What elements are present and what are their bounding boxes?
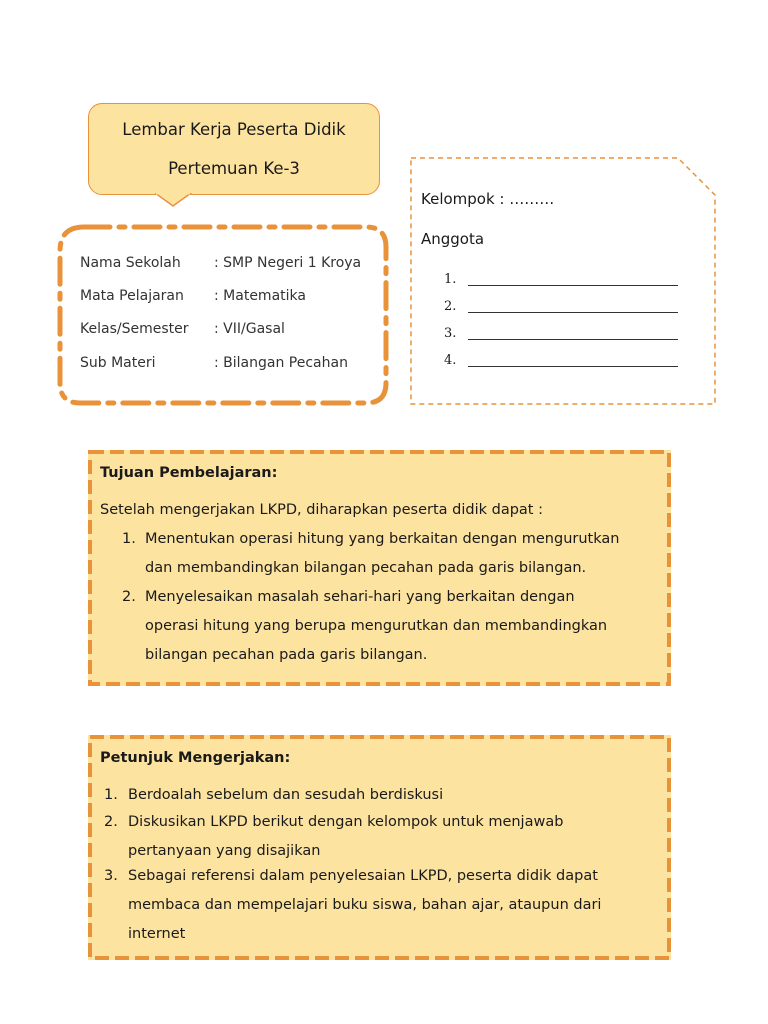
list-number: 1.	[122, 531, 136, 547]
objective-item: Menyelesaikan masalah sehari-hari yang berkaitan dengan operasi hitung yang berupa mengurutkan dan membandingkan bilangan pecahan pada garis bilangan.	[145, 589, 608, 663]
list-number: 2.	[104, 814, 118, 830]
objectives-intro: Setelah mengerjakan LKPD, diharapkan peserta didik dapat :	[100, 502, 543, 518]
learning-objectives-box	[88, 450, 671, 686]
list-number: 3.	[104, 868, 118, 884]
meeting-number: Pertemuan Ke-3	[168, 159, 300, 178]
info-row-school: Nama Sekolah : SMP Negeri 1 Kroya	[80, 255, 362, 271]
school-info-box	[56, 223, 390, 407]
member-line: 3.	[444, 326, 456, 341]
group-label: Kelompok : ………	[421, 190, 555, 208]
member-line: 1.	[444, 272, 456, 287]
bubble-tail	[155, 193, 195, 209]
member-line: 4.	[444, 353, 456, 368]
title-bubble	[88, 103, 380, 195]
member-line: 2.	[444, 299, 456, 314]
instructions-title: Petunjuk Mengerjakan:	[100, 750, 291, 766]
instruction-item: Sebagai referensi dalam penyelesaian LKPD, peserta didik dapat membaca dan mempelajari buku siswa, bahan ajar, ataupun dari internet	[128, 868, 602, 942]
instructions-box	[88, 735, 671, 960]
objectives-title: Tujuan Pembelajaran:	[100, 465, 278, 481]
instruction-item: Diskusikan LKPD berikut dengan kelompok untuk menjawab pertanyaan yang disajikan	[128, 814, 564, 859]
info-row-submaterial: Sub Materi : Bilangan Pecahan	[80, 355, 348, 371]
instruction-item: Berdoalah sebelum dan sesudah berdiskusi	[128, 787, 444, 803]
members-label: Anggota	[421, 230, 485, 248]
objective-item: Menentukan operasi hitung yang berkaitan dengan mengurutkan dan membandingkan bilangan pecahan pada garis bilangan.	[145, 531, 620, 576]
group-box	[410, 157, 716, 405]
dashed-border	[56, 223, 390, 407]
list-number: 2.	[122, 589, 136, 605]
info-row-class: Kelas/Semester : VII/Gasal	[80, 321, 285, 337]
info-row-subject: Mata Pelajaran : Matematika	[80, 288, 306, 304]
list-number: 1.	[104, 787, 118, 803]
worksheet-title: Lembar Kerja Peserta Didik	[122, 120, 346, 139]
